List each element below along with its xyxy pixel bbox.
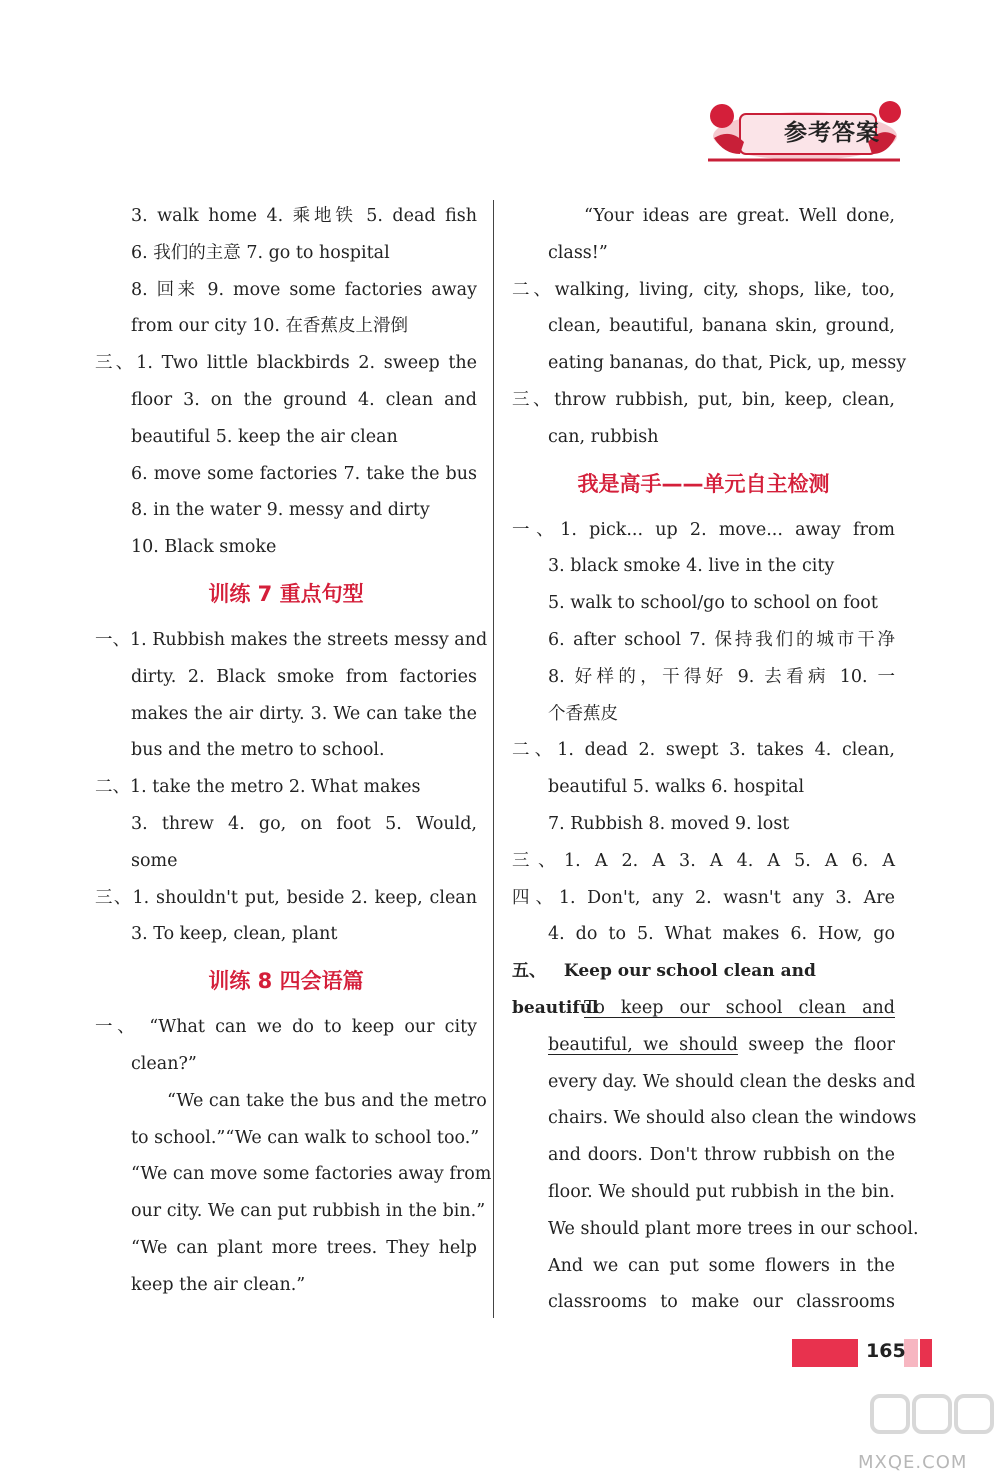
essay-line: and doors. Don't throw rubbish on the [548, 1145, 895, 1166]
essay-line: floor. We should put rubbish in the bin. [548, 1181, 895, 1202]
answer-line: 6. 我们的主意 7. go to hospital [131, 242, 390, 263]
passage-line: “We can plant more trees. They help [131, 1237, 477, 1258]
answer-line: beautiful 5. walks 6. hospital [548, 777, 805, 798]
answer-line: 4. do to 5. What makes 6. How, go [548, 924, 895, 945]
section-title-training-7: 训练 7 重点句型 [208, 581, 364, 606]
answer-line: 二、walking, living, city, shops, like, too, [512, 279, 895, 300]
essay-title: Keep our school clean and beautiful [512, 961, 816, 1018]
answer-line: 三、1. A 2. A 3. A 4. A 5. A 6. A [512, 850, 895, 871]
essay-line: And we can put some flowers in the [548, 1255, 895, 1276]
answer-line: dirty. 2. Black smoke from factories [131, 666, 477, 687]
header-label: 参考答案 [784, 120, 880, 146]
essay-line [512, 1027, 895, 1064]
passage-line: “Your ideas are great. Well done, [584, 206, 895, 226]
page-number: 165 [866, 1340, 906, 1362]
passage-line: 一、 “What can we do to keep our city [95, 1017, 477, 1038]
passage-line: keep the air clean.” [131, 1274, 306, 1295]
answer-line: 二、1. dead 2. swept 3. takes 4. clean, [512, 740, 895, 761]
answer-line: 二、1. take the metro 2. What makes [95, 777, 421, 798]
answer-line: 四、1. Don't, any 2. wasn't any 3. Are [512, 887, 895, 908]
answer-line: 3. threw 4. go, on foot 5. Would, [131, 813, 477, 834]
passage-line: class!” [548, 242, 608, 263]
passage-line: clean?” [131, 1053, 197, 1074]
answer-line: beautiful 5. keep the air clean [131, 426, 398, 447]
essay-underlined-text: beautiful, we should [548, 1034, 738, 1055]
watermark-text: MXQE.COM [858, 1452, 968, 1473]
section-title-unit-test: 我是高手——单元自主检测 [577, 471, 830, 496]
essay-underlined-text: To keep our school clean and [584, 997, 895, 1018]
answer-line: 7. Rubbish 8. moved 9. lost [548, 813, 790, 834]
essay-marker: 五、 [512, 961, 546, 982]
answer-line: 3. black smoke 4. live in the city [548, 556, 835, 577]
answer-line: 10. Black smoke [131, 537, 277, 558]
answer-line: some [131, 850, 178, 871]
answer-line: 8. in the water 9. messy and dirty [131, 500, 430, 521]
essay-line: classrooms to make our classrooms [548, 1292, 895, 1313]
answer-line: 一、1. Rubbish makes the streets messy and [95, 629, 488, 650]
answer-line: floor 3. on the ground 4. clean and [131, 389, 477, 410]
passage-line: “We can take the bus and the metro [167, 1090, 487, 1111]
right-column [512, 198, 919, 1321]
essay-line: every day. We should clean the desks and [548, 1071, 916, 1092]
answer-line: 6. move some factories 7. take the bus [131, 463, 477, 484]
section-title-training-8: 训练 8 四会语篇 [208, 969, 364, 994]
answer-line: eating bananas, do that, Pick, up, messy [548, 353, 907, 374]
answer-line: 5. walk to school/go to school on foot [548, 593, 878, 614]
answer-line: 8. 回来 9. move some factories away [131, 279, 477, 300]
passage-line: our city. We can put rubbish in the bin.” [131, 1201, 486, 1222]
essay-line: chairs. We should also clean the windows [548, 1108, 917, 1129]
answer-line: 三、throw rubbish, put, bin, keep, clean, [512, 389, 895, 410]
essay-line: We should plant more trees in our school. [548, 1218, 919, 1239]
answer-line: 个香蕉皮 [548, 703, 618, 724]
answer-line: makes the air dirty. 3. We can take the [131, 703, 477, 724]
passage-line: to school.”“We can walk to school too.” [131, 1127, 480, 1148]
answer-line: from our city 10. 在香蕉皮上滑倒 [131, 316, 409, 337]
essay-text: sweep the floor [737, 1034, 895, 1055]
answer-line: clean, beautiful, banana skin, ground, [548, 316, 895, 337]
page-number-badge [792, 1335, 935, 1371]
answer-line: 8. 好样的，干得好 9. 去看病 10. 一 [548, 666, 895, 687]
answer-line: 一、1. pick... up 2. move... away from [512, 519, 895, 540]
answer-line: 三、1. shouldn't put, beside 2. keep, clean [95, 887, 477, 908]
left-column [95, 198, 492, 1304]
answer-line: 3. To keep, clean, plant [131, 924, 338, 945]
passage-line: “We can move some factories away from [131, 1164, 492, 1185]
answer-line: 6. after school 7. 保持我们的城市干净 [548, 629, 895, 650]
column-divider [493, 200, 494, 1318]
essay-line [512, 990, 895, 1027]
answer-line: 3. walk home 4. 乘地铁 5. dead fish [131, 206, 477, 226]
answer-line: bus and the metro to school. [131, 740, 385, 761]
answer-line: 三、1. Two little blackbirds 2. sweep the [95, 353, 477, 374]
answer-line: can, rubbish [548, 426, 659, 447]
